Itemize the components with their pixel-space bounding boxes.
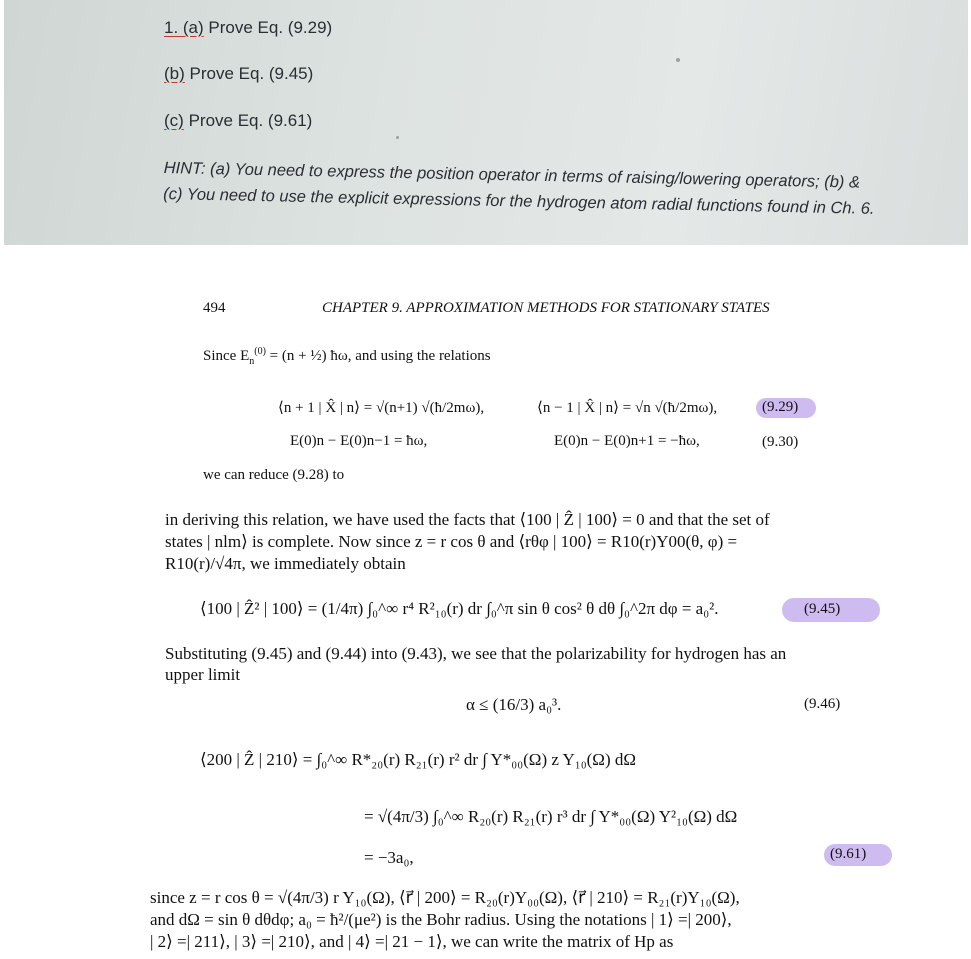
- page-number: 494: [203, 300, 226, 316]
- hint-text: HINT: (a) You need to express the position operator in terms of raising/lowering operators; (b) & (c) You need to use the explicit expressions for the hydrogen atom radial functions found in Ch. 6.: [162, 158, 875, 218]
- eqno-9-30: (9.30): [762, 434, 799, 450]
- substituting-line-2: upper limit: [165, 665, 241, 684]
- eq-9-45: ⟨100 | Ẑ² | 100⟩ = (1/4π) ∫₀^∞ r⁴ R²₁₀(r) dr ∫₀^π sin θ cos² θ dθ ∫₀^2π dφ = a₀².: [200, 599, 719, 618]
- since-line-start: Since E: [203, 348, 250, 364]
- substituting-line-1: Substituting (9.45) and (9.44) into (9.43), we see that the polarizability for hydrogen has an: [165, 644, 787, 663]
- final-line-3: | 2⟩ =| 211⟩, | 3⟩ =| 210⟩, and | 4⟩ =| 21 − 1⟩, we can write the matrix of Hp as: [150, 932, 674, 951]
- eqno-9-46: (9.46): [804, 696, 841, 712]
- eq-9-30-right: E(0)n − E(0)n+1 = −ħω,: [554, 433, 700, 449]
- question-1a: [164, 18, 332, 38]
- paragraph-line-2: states | nlm⟩ is complete. Now since z = r cos θ and ⟨rθφ | 100⟩ = R10(r)Y00(θ, φ) =: [165, 532, 738, 551]
- question-1a-text: Prove Eq. (9.29): [208, 18, 333, 37]
- eq-9-30-left: E(0)n − E(0)n−1 = ħω,: [290, 433, 428, 449]
- paragraph-line-1: in deriving this relation, we have used the facts that ⟨100 | Ẑ | 100⟩ = 0 and that the set of: [165, 510, 770, 529]
- question-1c: [164, 111, 312, 131]
- question-1b-label: (b): [164, 64, 185, 83]
- eq-9-29-right: ⟨n − 1 | X̂ | n⟩ = √n √(ħ/2mω),: [537, 400, 718, 416]
- eq-9-61-line-3: = −3a₀,: [364, 848, 414, 867]
- eqno-9-29: (9.29): [762, 399, 799, 415]
- eq-9-61-line-2: = √(4π/3) ∫₀^∞ R₂₀(r) R₂₁(r) r³ dr ∫ Y*₀₀(Ω) Y²₁₀(Ω) dΩ: [364, 807, 738, 826]
- final-line-1: since z = r cos θ = √(4π/3) r Y₁₀(Ω), ⟨r⃗ | 200⟩ = R₂₀(r)Y₀₀(Ω), ⟨r⃗ | 210⟩ = R₂₁(r)Y₁₀(Ω),: [150, 888, 740, 907]
- reduce-line: we can reduce (9.28) to: [203, 467, 345, 483]
- dust-speck: [396, 136, 399, 139]
- eq-9-29-left: ⟨n + 1 | X̂ | n⟩ = √(n+1) √(ħ/2mω),: [278, 400, 485, 416]
- question-1a-label: 1. (a): [164, 18, 204, 37]
- paragraph-line-3: R10(r)/√4π, we immediately obtain: [165, 554, 406, 573]
- since-line-end: = (n + ½) ħω, and using the relations: [269, 348, 491, 364]
- question-1b: [164, 64, 313, 84]
- final-line-2: and dΩ = sin θ dθdφ; a₀ = ħ²/(μe²) is the Bohr radius. Using the notations | 1⟩ =| 200⟩,: [150, 910, 732, 929]
- eq-9-61-line-1: ⟨200 | Ẑ | 210⟩ = ∫₀^∞ R*₂₀(r) R₂₁(r) r² dr ∫ Y*₀₀(Ω) z Y₁₀(Ω) dΩ: [200, 750, 636, 769]
- running-head: CHAPTER 9. APPROXIMATION METHODS FOR STATIONARY STATES: [322, 300, 770, 316]
- question-1c-text: Prove Eq. (9.61): [188, 111, 313, 130]
- eqno-9-45: (9.45): [804, 601, 841, 617]
- dust-speck: [676, 58, 680, 62]
- question-1b-text: Prove Eq. (9.45): [189, 64, 314, 83]
- question-1c-label: (c): [164, 111, 184, 130]
- eq-9-46: α ≤ (16/3) a₀³.: [466, 695, 562, 714]
- homework-photo: [4, 0, 968, 245]
- since-line: Since $E_n^{(0)} = (n$ + ½) ħω, and using the relations: [203, 346, 491, 367]
- eqno-9-61: (9.61): [830, 846, 867, 862]
